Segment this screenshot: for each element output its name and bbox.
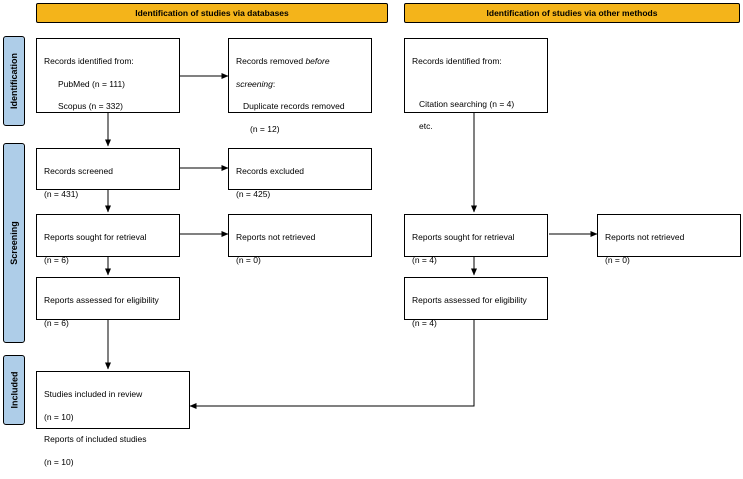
box-records-identified-other [404,38,548,132]
box-records-screened [36,148,180,199]
records-identified-db-line3: Scopus (n = 332) [58,101,123,112]
records-removed-line4: (n = 12) [250,123,280,134]
records-removed-line2-rest: : [272,78,276,89]
stage-label-screening-text: Screening [9,221,20,265]
records-excluded-line2: (n = 425) [236,188,271,199]
studies-included-line3: Reports of included studies [44,434,147,445]
reports-not-retrieved-db-line1: Reports not retrieved [236,232,316,243]
box-records-excluded [228,148,372,199]
reports-sought-db-line2: (n = 6) [44,254,69,265]
reports-assessed-db-line2: (n = 6) [44,317,69,328]
reports-sought-other-line2: (n = 4) [412,254,437,265]
reports-sought-db-line1: Reports sought for retrieval [44,232,147,243]
records-removed-line1-italic: before [305,56,330,67]
records-identified-db-line2: PubMed (n = 111) [58,78,126,89]
studies-included-line2: (n = 10) [44,411,74,422]
records-identified-other-line3: etc. [419,121,433,132]
records-identified-other-spacer [412,79,540,88]
records-identified-other-line2: Citation searching (n = 4) [419,98,515,109]
records-identified-other-line1: Records identified from: [412,56,502,67]
records-removed-line2 [236,79,364,90]
records-removed-line1-text: Records removed [236,56,306,67]
box-records-identified-databases [36,38,180,113]
box-reports-sought-databases [36,214,180,265]
records-screened-line2: (n = 431) [44,188,79,199]
box-studies-included [36,371,190,467]
records-screened-line1: Records screened [44,166,113,177]
records-removed-line3: Duplicate records removed [243,101,345,112]
stage-label-included [3,355,25,425]
box-reports-assessed-other [404,277,548,328]
reports-assessed-db-line1: Reports assessed for eligibility [44,295,159,306]
box-reports-not-retrieved-other [597,214,741,265]
stage-label-included-text: Included [9,371,20,409]
header-databases [36,3,388,23]
box-reports-not-retrieved-databases [228,214,372,265]
reports-not-retrieved-other-line1: Reports not retrieved [605,232,685,243]
records-identified-db-line1: Records identified from: [44,56,134,67]
studies-included-line4: (n = 10) [44,456,74,467]
stage-label-screening [3,143,25,343]
box-reports-assessed-databases [36,277,180,328]
stage-label-identification-text: Identification [9,53,19,109]
reports-assessed-other-line1: Reports assessed for eligibility [412,295,527,306]
reports-sought-other-line1: Reports sought for retrieval [412,232,515,243]
records-excluded-line1: Records excluded [236,166,305,177]
records-removed-line1 [236,56,364,67]
reports-not-retrieved-other-line2: (n = 0) [605,254,630,265]
studies-included-line1: Studies included in review [44,389,143,400]
box-reports-sought-other [404,214,548,265]
stage-label-identification [3,36,25,126]
header-other-methods-label: Identification of studies via other methods [486,8,658,18]
reports-assessed-other-line2: (n = 4) [412,317,437,328]
records-removed-line2-italic: screening [236,78,273,89]
box-records-removed-before-screening [228,38,372,134]
reports-not-retrieved-db-line2: (n = 0) [236,254,261,265]
header-databases-label: Identification of studies via databases [135,8,289,18]
header-other-methods [404,3,740,23]
